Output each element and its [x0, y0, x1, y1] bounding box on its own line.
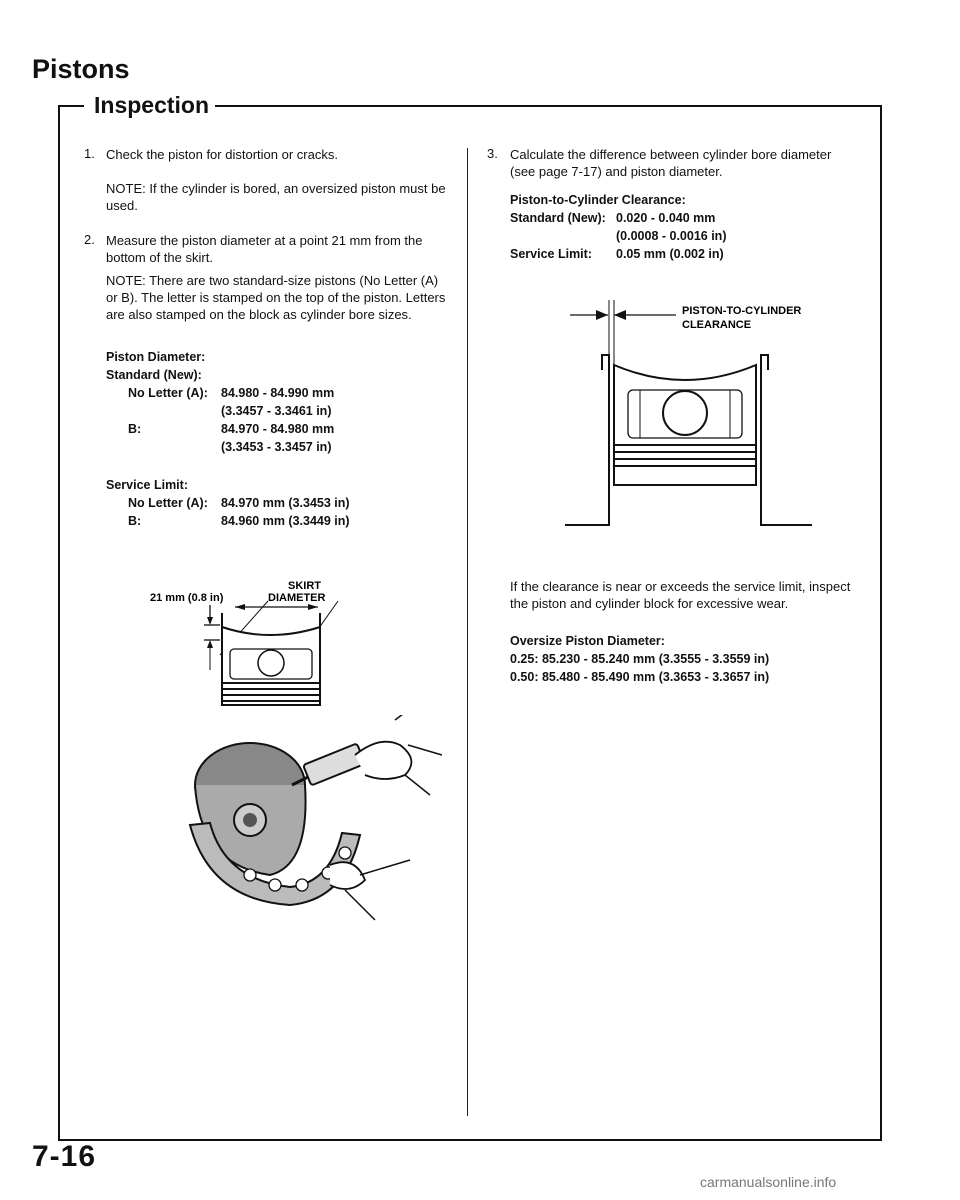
clearance-service-limit-label: Service Limit:	[510, 247, 592, 261]
step-1-text: Check the piston for distortion or cracks.	[106, 147, 338, 162]
sl-no-letter-label: No Letter (A):	[128, 496, 208, 510]
frame-top-right	[206, 105, 882, 107]
oversize-title: Oversize Piston Diameter:	[510, 634, 665, 648]
micrometer-measurement-drawing	[180, 715, 450, 935]
piston-clearance-diagram	[530, 295, 830, 535]
sl-no-letter-value: 84.970 mm (3.3453 in)	[221, 496, 350, 510]
section-title: Inspection	[88, 92, 215, 119]
clearance-standard-label: Standard (New):	[510, 211, 606, 225]
no-letter-a-mm: 84.980 - 84.990 mm	[221, 386, 335, 400]
clearance-service-limit-value: 0.05 mm (0.002 in)	[616, 247, 724, 261]
service-limit-label: Service Limit:	[106, 478, 188, 492]
sl-b-value: 84.960 mm (3.3449 in)	[221, 514, 350, 528]
piston-skirt-diagram	[130, 565, 370, 715]
b-in: (3.3453 - 3.3457 in)	[221, 440, 332, 454]
page-number: 7-16	[32, 1140, 97, 1173]
no-letter-a-in: (3.3457 - 3.3461 in)	[221, 404, 332, 418]
watermark[interactable]: carmanualsonline.info	[700, 1174, 837, 1190]
hand-left	[330, 862, 365, 889]
step-1-note: NOTE: If the cylinder is bored, an oversized piston must be used.	[106, 181, 446, 213]
frame-top-left	[58, 105, 84, 107]
step-2-text: Measure the piston diameter at a point 21 mm from the bottom of the skirt.	[106, 233, 423, 265]
step-1-number: 1.	[84, 146, 95, 161]
clearance-title: Piston-to-Cylinder Clearance:	[510, 193, 686, 207]
clearance-label-line2: CLEARANCE	[682, 319, 752, 331]
arrow-up-icon	[207, 640, 213, 648]
step-2-note: NOTE: There are two standard-size pistons (No Letter (A) or B). The letter is stamped on the top of the piston. Letters are also stamped on the block as cylinder bore sizes.	[106, 273, 446, 322]
arrow-right-icon	[596, 310, 608, 320]
label-21mm: 21 mm (0.8 in)	[150, 592, 224, 604]
column-divider	[467, 148, 468, 1116]
hand-right	[355, 742, 411, 779]
oversize-025: 0.25: 85.230 - 85.240 mm (3.3555 - 3.3559 in)	[510, 652, 770, 666]
b-mm: 84.970 - 84.980 mm	[221, 422, 335, 436]
micrometer-thimble	[303, 743, 365, 785]
piston-diameter-label: Piston Diameter:	[106, 350, 206, 364]
arrow-left-icon	[614, 310, 626, 320]
arrow-right-icon	[308, 604, 318, 610]
piston-body	[222, 627, 320, 683]
clearance-standard-in: (0.0008 - 0.0016 in)	[616, 229, 727, 243]
arrow-down-icon	[207, 617, 213, 625]
step-2-number: 2.	[84, 232, 95, 247]
page-title: Pistons	[32, 54, 130, 84]
clearance-label-line1: PISTON-TO-CYLINDER	[682, 305, 802, 317]
no-letter-a-label: No Letter (A):	[128, 386, 208, 400]
arrow-left-icon	[235, 604, 245, 610]
label-diameter: DIAMETER	[268, 592, 326, 604]
clearance-standard-mm: 0.020 - 0.040 mm	[616, 211, 716, 225]
clearance-paragraph: If the clearance is near or exceeds the service limit, inspect the piston and cylinder block for excessive wear.	[510, 579, 851, 611]
frame-left	[58, 105, 60, 1141]
cylinder-wall-left	[565, 355, 609, 525]
oversize-050: 0.50: 85.480 - 85.490 mm (3.3653 - 3.3657 in)	[510, 670, 770, 684]
b-label: B:	[128, 422, 142, 436]
label-skirt: SKIRT	[288, 580, 321, 592]
cylinder-wall-right	[761, 355, 812, 525]
step-3-text: Calculate the difference between cylinder bore diameter (see page 7-17) and piston diameter.	[510, 147, 832, 179]
frame-bottom	[58, 1139, 882, 1141]
standard-new-label: Standard (New):	[106, 368, 202, 382]
step-3-number: 3.	[487, 146, 498, 161]
frame-right	[880, 105, 882, 1141]
sl-b-label: B:	[128, 514, 142, 528]
